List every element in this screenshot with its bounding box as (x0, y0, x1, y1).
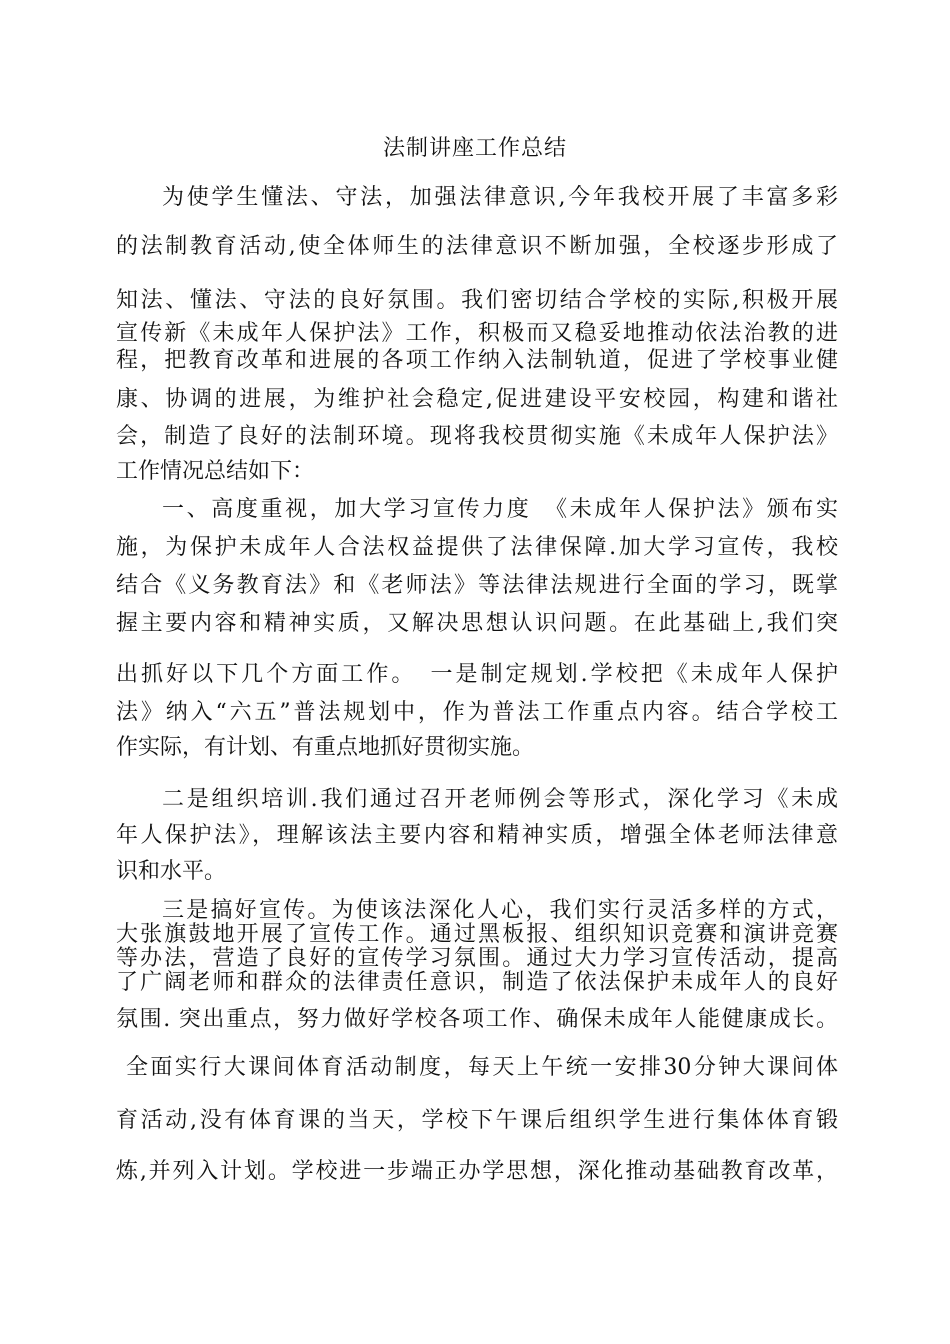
section-heading-line: 一、高度重视，加大学习宣传力度 《未成年人保护法》颁布实 (162, 497, 838, 522)
paragraph-line: 三是搞好宣传。为使该法深化人心，我们实行灵活多样的方式， (162, 898, 838, 923)
paragraph-line: 知法、懂法、守法的良好氛围。我们密切结合学校的实际,积极开展 (116, 288, 838, 313)
paragraph-line: 程，把教育改革和进展的各项工作纳入法制轨道，促进了学校事业健 (116, 348, 838, 373)
paragraph-line: 全面实行大课间体育活动制度，每天上午统一安排30分钟大课间体 (126, 1055, 838, 1080)
paragraph-line: 作实际，有计划、有重点地抓好贯彻实施。 (116, 735, 535, 760)
paragraph-line: 施，为保护未成年人合法权益提供了法律保障.加大学习宣传，我校 (116, 535, 838, 560)
paragraph-line: 康、协调的进展，为维护社会稳定,促进建设平安校园，构建和谐社 (116, 387, 838, 412)
paragraph-line: 为使学生懂法、守法，加强法律意识,今年我校开展了丰富多彩 (162, 185, 838, 210)
paragraph-line: 识和水平。 (116, 859, 227, 884)
paragraph-line: 出抓好以下几个方面工作。 一是制定规划.学校把《未成年人保护 (116, 662, 838, 687)
paragraph-line: 法》纳入“六五”普法规划中，作为普法工作重点内容。结合学校工 (116, 700, 838, 725)
paragraph-line: 宣传新《未成年人保护法》工作，积极而又稳妥地推动依法治教的进 (116, 321, 838, 346)
paragraph-line: 大张旗鼓地开展了宣传工作。通过黑板报、组织知识竞赛和演讲竞赛 (116, 922, 838, 947)
paragraph-line: 握主要内容和精神实质，又解决思想认识问题。在此基础上,我们突 (116, 611, 838, 636)
paragraph-line: 了广阔老师和群众的法律责任意识，制造了依法保护未成年人的良好 (116, 970, 838, 995)
paragraph-line: 育活动,没有体育课的当天，学校下午课后组织学生进行集体体育锻 (116, 1108, 838, 1133)
paragraph-line: 工作情况总结如下： (116, 459, 315, 484)
paragraph-line: 炼,并列入计划。学校进一步端正办学思想，深化推动基础教育改革， (116, 1159, 838, 1184)
paragraph-line: 结合《义务教育法》和《老师法》等法律法规进行全面的学习，既掌 (116, 573, 838, 598)
paragraph-line: 的法制教育活动,使全体师生的法律意识不断加强，全校逐步形成了 (116, 234, 838, 259)
document-title: 法制讲座工作总结 (382, 136, 567, 161)
paragraph-line: 会，制造了良好的法制环境。现将我校贯彻实施《未成年人保护法》 (116, 424, 838, 449)
paragraph-line: 二是组织培训.我们通过召开老师例会等形式，深化学习《未成 (162, 787, 838, 812)
paragraph-line: 年人保护法》，理解该法主要内容和精神实质，增强全体老师法律意 (116, 823, 838, 848)
paragraph-line: 等办法，营造了良好的宣传学习氛围。通过大力学习宣传活动，提高 (116, 946, 838, 971)
paragraph-line: 氛围. 突出重点，努力做好学校各项工作、确保未成年人能健康成长。 (116, 1007, 838, 1032)
